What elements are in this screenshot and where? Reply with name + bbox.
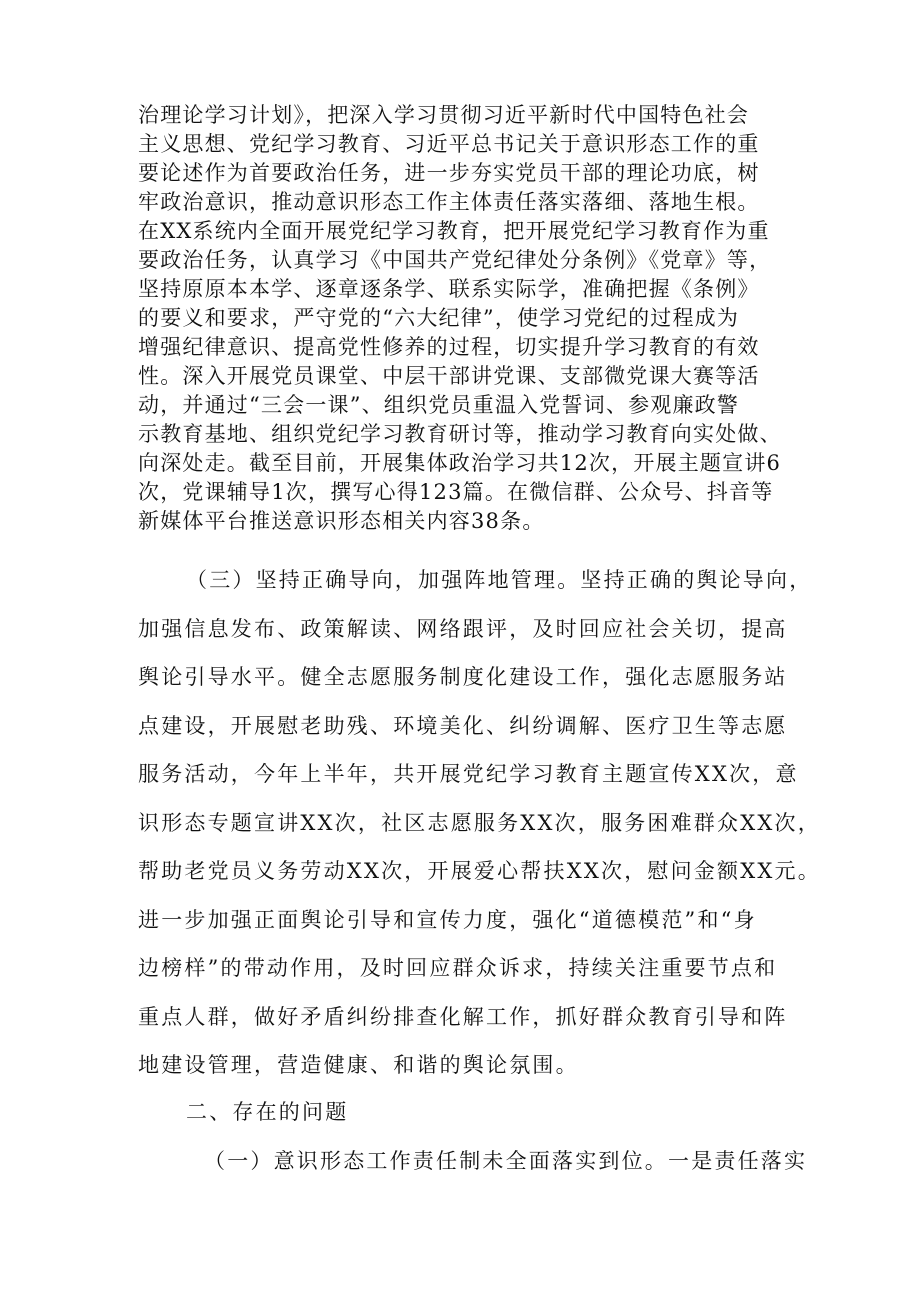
para1-line-12: 示教育基地、组织党纪学习教育研讨等，推动学习教育向实处做、 <box>138 422 782 446</box>
para2-line-11: 地建设管理，营造健康、和谐的舆论氛围。 <box>138 1053 579 1077</box>
para1-line-3: 要论述作为首要政治任务，进一步夯实党员干部的理论功底，树 <box>138 161 760 185</box>
para1-line-13: 向深处走。截至目前，开展集体政治学习共12次，开展主题宣讲6 <box>138 451 782 475</box>
para2-line-5: 服务活动，今年上半年，共开展党纪学习教育主题宣传XX次，意 <box>138 762 799 786</box>
para1-line-2: 主义思想、党纪学习教育、习近平总书记关于意识形态工作的重 <box>138 132 760 156</box>
para1-line-4: 牢政治意识，推动意识形态工作主体责任落实落细、落地生根。 <box>138 190 760 214</box>
para1-line-10: 性。深入开展党员课堂、中层干部讲党课、支部微党课大赛等活 <box>138 364 760 388</box>
para2-line-6: 识形态专题宣讲XX次，社区志愿服务XX次，服务困难群众XX次， <box>138 811 821 835</box>
para1-line-1: 治理论学习计划》，把深入学习贯彻习近平新时代中国特色社会 <box>138 103 750 127</box>
para1-line-15: 新媒体平台推送意识形态相关内容38条。 <box>138 509 545 533</box>
section-heading-problems: 二、存在的问题 <box>186 1100 349 1124</box>
para1-line-7: 坚持原原本本学、逐章逐条学、联系实际学，准确把握《条例》 <box>138 277 760 301</box>
para2-line-8: 进一步加强正面舆论引导和宣传力度，强化“道德模范”和“身 <box>138 908 757 932</box>
para1-line-14: 次，党课辅导1次，撰写心得123篇。在微信群、公众号、抖音等 <box>138 480 774 504</box>
para2-line-10: 重点人群，做好矛盾纠纷排查化解工作，抓好群众教育引导和阵 <box>138 1005 788 1029</box>
para2-line-7: 帮助老党员义务劳动XX次，开展爱心帮扶XX次，慰问金额XX元。 <box>138 859 821 883</box>
para2-line-9: 边榜样”的带动作用，及时回应群众诉求，持续关注重要节点和 <box>138 956 778 980</box>
para3-line-1: （一）意识形态工作责任制未全面落实到位。一是责任落实 <box>204 1149 808 1173</box>
para2-line-4: 点建设，开展慰老助残、环境美化、纠纷调解、医疗卫生等志愿 <box>138 714 788 738</box>
para1-line-11: 动，并通过“三会一课”、组织党员重温入党誓词、参观廉政警 <box>138 393 740 417</box>
para1-line-8: 的要义和要求，严守党的“六大纪律”，使学习党纪的过程成为 <box>138 306 740 330</box>
para1-line-6: 要政治任务，认真学习《中国共产党纪律处分条例》《党章》等， <box>138 248 772 272</box>
para2-line-2: 加强信息发布、政策解读、网络跟评，及时回应社会关切，提高 <box>138 617 788 641</box>
para2-line-1: （三）坚持正确导向，加强阵地管理。坚持正确的舆论导向， <box>186 568 813 592</box>
para2-line-3: 舆论引导水平。健全志愿服务制度化建设工作，强化志愿服务站 <box>138 665 788 689</box>
para1-line-5: 在XX系统内全面开展党纪学习教育，把开展党纪学习教育作为重 <box>138 219 770 243</box>
para1-line-9: 增强纪律意识、提高党性修养的过程，切实提升学习教育的有效 <box>138 335 760 359</box>
